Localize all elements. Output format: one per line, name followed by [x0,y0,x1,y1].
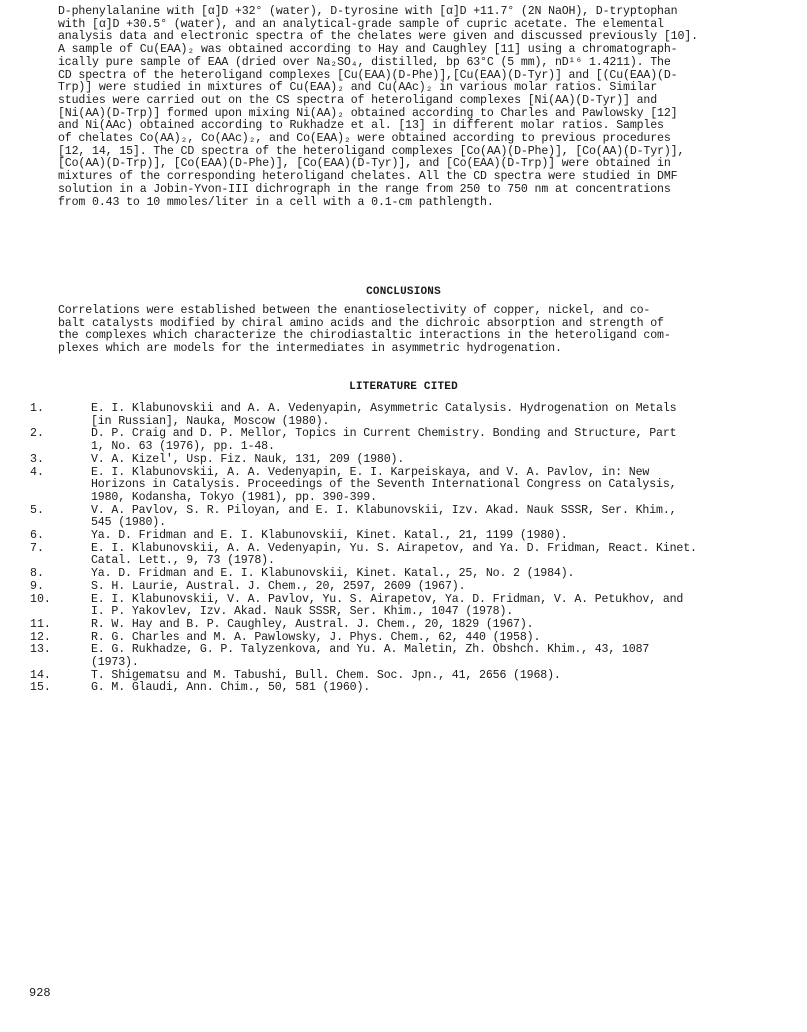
reference-number: 13. [30,643,51,657]
reference-text: E. I. Klabunovskii, A. A. Vedenyapin, E. I. Karpeiskaya, and V. A. Pavlov, in: New Horizons in Catalysis. Proceedings of the Seventh International Congress on Catalysis, 1980, Kodansha, Tokyo (1981), pp. 390-399. [91,465,677,504]
reference-number: 4. [30,465,44,479]
reference-text: E. G. Rukhadze, G. P. Talyzenkova, and Yu. A. Maletin, Zh. Obshch. Khim., 43, 1087 (1973). [91,643,650,670]
reference-number: 5. [30,503,44,517]
reference-text: E. I. Klabunovskii, V. A. Pavlov, Yu. S. Airapetov, Ya. D. Fridman, V. A. Petukhov, and I. P. Yakovlev, Izv. Akad. Nauk SSSR, Ser. Khim., 1047 (1978). [91,592,684,619]
reference-item [30,644,760,669]
reference-item [30,619,760,632]
reference-text: E. I. Klabunovskii, A. A. Vedenyapin, Yu. S. Airapetov, and Ya. D. Fridman, React. Kinet. Catal. Lett., 9, 73 (1978). [91,541,697,568]
reference-text: V. A. Kizel', Usp. Fiz. Nauk, 131, 209 (1980). [91,452,405,466]
conclusions-paragraph: Correlations were established between the enantioselectivity of copper, nickel, and co- balt catalysts modified by chiral amino acids and the dichroic absorption and strength of the complexes which characterize the chirodiastaltic interactions in the heteroligand com- plexes which are models for the intermediates in asymmetric hydrogenation. [58,304,671,356]
reference-text: Ya. D. Fridman and E. I. Klabunovskii, Kinet. Katal., 25, No. 2 (1984). [91,567,575,581]
reference-text: V. A. Pavlov, S. R. Piloyan, and E. I. Klabunovskii, Izv. Akad. Nauk SSSR, Ser. Khim., 545 (1980). [91,503,677,530]
reference-text: S. H. Laurie, Austral. J. Chem., 20, 2597, 2609 (1967). [91,579,466,593]
methods-paragraph: D-phenylalanine with [α]D +32° (water), D-tyrosine with [α]D +11.7° (2N NaOH), D-tryptophan with [α]D +30.5° (water), and an analytical-grade sample of cupric acetate. The elemental analysis data and electronic spectra of the chelates were given and discussed previously [10]. A sample of Cu(EAA)₂ was obtained according to Hay and Caughley [11] using a chromatograph- ically pure sample of EAA (dried over Na₂SO₄, distilled, bp 63°C (5 mm), nD¹⁶ 1.4211). The CD spectra of the heteroligand complexes [Cu(EAA)(D-Phe)],[Cu(EAA)(D-Tyr)] and [(Cu(EAA)(D- Trp)] were studied in mixtures of Cu(EAA)₂ and Cu(AAc)₂ in various molar ratios. Similar studies were carried out on the CS spectra of heteroligand complexes [Ni(AA)(D-Tyr)] and [Ni(AA)(D-Trp)] formed upon mixing Ni(AA)₂ obtained according to Charles and Pawlowsky [12] and Ni(AAc) obtained according to Rukhadze et al. [13] in different molar ratios. Samples of chelates Co(AA)₂, Co(AAc)₂, and Co(EAA)₂ were obtained according to previous procedures [12, 14, 15]. The CD spectra of the heteroligand complexes [Co(AA)(D-Phe)], [Co(AA)(D-Tyr)], [Co(AA)(D-Trp)], [Co(EAA)(D-Phe)], [Co(EAA)(D-Tyr)], and [Co(EAA)(D-Trp)] were obtained in mixtures of the corresponding heteroligand chelates. All the CD spectra were studied in DMF solution in a Jobin-Yvon-III dichrograph in the range from 250 to 750 nm at concentrations from 0.43 to 10 mmoles/liter in a cell with a 0.1-cm pathlength. [58,5,698,209]
reference-list [30,403,760,695]
reference-item [30,454,760,467]
reference-number: 1. [30,402,44,415]
literature-cited-heading: LITERATURE CITED [349,381,458,393]
reference-number: 9. [30,579,44,593]
reference-text: E. I. Klabunovskii and A. A. Vedenyapin, Asymmetric Catalysis. Hydrogenation on Metals [in Russian], Nauka, Moscow (1980). [91,402,677,428]
reference-text: T. Shigematsu and M. Tabushi, Bull. Chem. Soc. Jpn., 41, 2656 (1968). [91,668,561,682]
reference-number: 14. [30,668,51,682]
page-number: 928 [29,986,51,1000]
reference-text: G. M. Glaudi, Ann. Chim., 50, 581 (1960). [91,681,371,695]
reference-number: 6. [30,529,44,543]
reference-number: 3. [30,452,44,466]
reference-item [30,403,760,428]
reference-text: D. P. Craig and D. P. Mellor, Topics in Current Chemistry. Bonding and Structure, Part 1, No. 63 (1976), pp. 1-48. [91,427,677,454]
reference-item [30,682,760,695]
reference-text: R. G. Charles and M. A. Pawlowsky, J. Phys. Chem., 62, 440 (1958). [91,630,541,644]
reference-number: 2. [30,427,44,441]
reference-text: R. W. Hay and B. P. Caughley, Austral. J. Chem., 20, 1829 (1967). [91,617,534,631]
reference-item [30,467,760,505]
reference-item [30,428,760,453]
reference-item [30,568,760,581]
reference-number: 7. [30,541,44,555]
reference-number: 11. [30,617,51,631]
reference-item [30,543,760,568]
reference-number: 10. [30,592,51,606]
reference-number: 15. [30,681,51,695]
reference-item [30,581,760,594]
reference-number: 12. [30,630,51,644]
reference-number: 8. [30,567,44,581]
reference-item [30,594,760,619]
reference-item [30,505,760,530]
reference-item [30,530,760,543]
conclusions-heading: CONCLUSIONS [366,286,441,298]
reference-text: Ya. D. Fridman and E. I. Klabunovskii, Kinet. Katal., 21, 1199 (1980). [91,529,568,543]
